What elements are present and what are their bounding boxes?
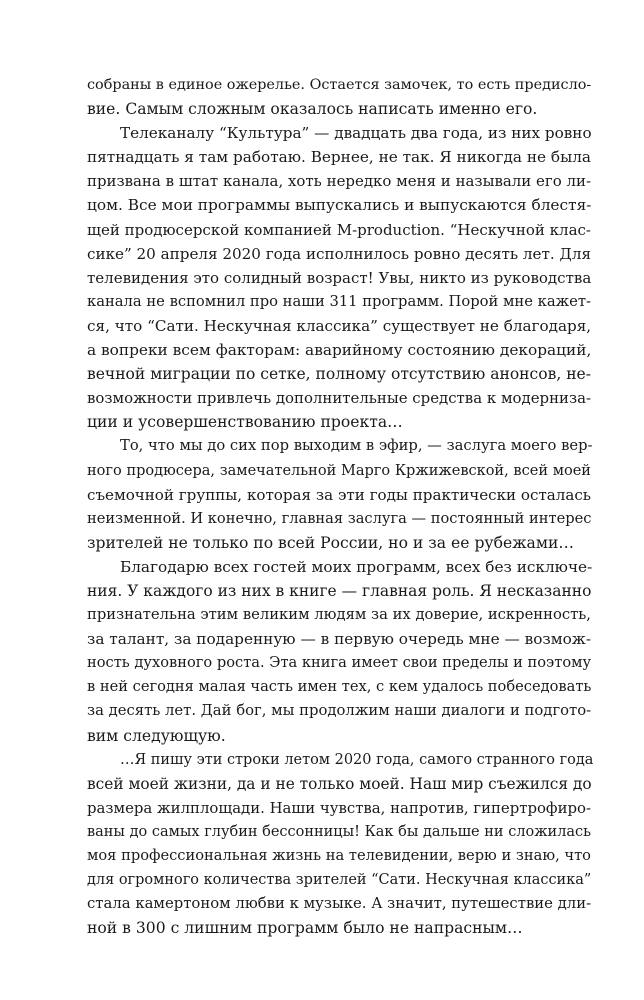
text-line: моя профессиональная жизнь на телевидении, верю и знаю, что (87, 847, 591, 864)
text-line: размера жилплощади. Наши чувства, напротив, гипертрофиро- (87, 798, 591, 817)
text-line: неизменной. И конечно, главная заслуга — постоянный интерес (87, 509, 592, 527)
paragraph-3 (87, 434, 591, 554)
text-line: …Я пишу эти строки летом 2020 года, самого странного года (120, 751, 594, 768)
paragraph-2 (87, 121, 591, 434)
text-line: за талант, за подаренную — в первую очередь мне — возмож- (87, 630, 591, 649)
text-line: собраны в единое ожерелье. Остается замочек, то есть предисло- (87, 77, 592, 93)
text-line: вие. Самым сложным оказалось написать именно его. (87, 100, 538, 119)
text-line: для огромного количества зрителей “Сати. Нескучная классика” (87, 872, 592, 889)
text-line: Телеканалу “Культура” — двадцать два года, из них ровно (120, 124, 592, 143)
text-line: съемочной группы, которая за эти годы практически осталась (87, 485, 591, 504)
text-line: То, что мы до сих пор выходим в эфир, — заслуга моего вер- (120, 437, 593, 455)
text-line: вечной миграции по сетке, полному отсутствию анонсов, не- (87, 365, 591, 384)
text-line: телевидения это солидный возраст! Увы, никто из руководства (87, 268, 592, 287)
text-line: а вопреки всем факторам: аварийному состоянию декораций, (87, 341, 592, 360)
text-line: вим следующую. (87, 726, 226, 745)
paragraph-4 (87, 555, 591, 748)
text-line: пятнадцать я там работаю. Вернее, не так. Я никогда не была (87, 148, 591, 167)
book-page-text (87, 73, 594, 940)
text-line: возможности привлечь дополнительные средства к модерниза- (87, 389, 591, 408)
paragraph-5 (87, 748, 594, 941)
text-line: канала не вспомнил про наши 311 программ. Порой мне кажет- (87, 292, 591, 310)
text-line: ся, что “Сати. Нескучная классика” существует не благодаря, (87, 316, 592, 335)
text-line: сике” 20 апреля 2020 года исполнилось ровно десять лет. Для (87, 244, 591, 263)
text-line: ния. У каждого из них в книге — главная роль. Я несказанно (87, 581, 592, 600)
text-line: за десять лет. Дай бог, мы продолжим наши диалоги и подгото- (87, 702, 592, 720)
text-line: зрителей не только по всей России, но и за ее рубежами… (87, 533, 574, 552)
text-line: ной в 300 с лишним программ было не напрасным… (87, 919, 523, 938)
text-line: ции и усовершенствованию проекта… (87, 413, 403, 432)
text-line: в ней сегодня малая часть имен тех, с кем удалось побеседовать (87, 678, 592, 696)
text-line: ваны до самых глубин бессонницы! Как бы дальше ни сложилась (87, 823, 591, 840)
text-line: ного продюсера, замечательной Марго Кржижевской, всей моей (87, 462, 591, 479)
paragraph-1 (87, 73, 591, 121)
text-line: щей продюсерской компанией M-production. “Нескучной клас- (87, 220, 591, 239)
text-line: признательна этим великим людям за их доверие, искренность, (87, 606, 591, 624)
text-line: цом. Все мои программы выпускались и выпускаются блестя- (87, 196, 592, 215)
text-line: Благодарю всех гостей моих программ, всех без исключе- (120, 557, 593, 576)
text-line: ность духовного роста. Эта книга имеет свои пределы и поэтому (87, 654, 592, 672)
text-line: всей моей жизни, да и не только моей. Наш мир съежился до (87, 774, 592, 793)
text-line: стала камертоном любви к музыке. А значит, путешествие дли- (87, 895, 592, 913)
text-line: призвана в штат канала, хоть нередко меня и называли его ли- (87, 172, 591, 191)
